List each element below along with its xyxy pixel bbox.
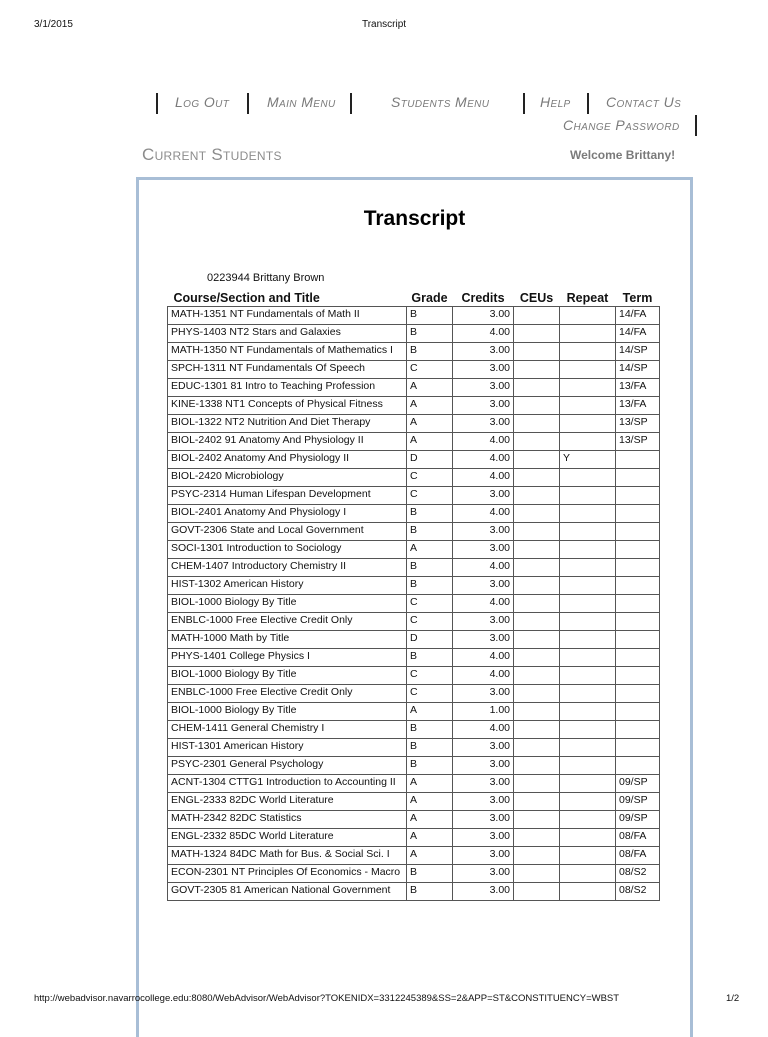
column-header-term: Term: [622, 291, 653, 305]
ceus-cell: [514, 739, 560, 757]
repeat-cell: [560, 559, 616, 577]
term-cell: 08/FA: [616, 847, 660, 865]
course-cell: MATH-1324 84DC Math for Bus. & Social Sci. I: [168, 847, 407, 865]
table-row: [168, 541, 660, 559]
ceus-cell: [514, 757, 560, 775]
course-cell: PSYC-2314 Human Lifespan Development: [168, 487, 407, 505]
term-cell: [616, 487, 660, 505]
table-row: [168, 397, 660, 415]
grade-cell: A: [407, 703, 453, 721]
repeat-cell: [560, 379, 616, 397]
term-cell: [616, 451, 660, 469]
course-cell: HIST-1301 American History: [168, 739, 407, 757]
grade-cell: B: [407, 577, 453, 595]
credits-cell: 4.00: [453, 595, 514, 613]
grade-cell: C: [407, 361, 453, 379]
table-row: [168, 487, 660, 505]
course-cell: BIOL-2402 Anatomy And Physiology II: [168, 451, 407, 469]
term-cell: 09/SP: [616, 811, 660, 829]
term-cell: [616, 739, 660, 757]
ceus-cell: [514, 685, 560, 703]
grade-cell: B: [407, 739, 453, 757]
credits-cell: 3.00: [453, 865, 514, 883]
ceus-cell: [514, 865, 560, 883]
course-cell: KINE-1338 NT1 Concepts of Physical Fitness: [168, 397, 407, 415]
credits-cell: 4.00: [453, 559, 514, 577]
grade-cell: A: [407, 433, 453, 451]
ceus-cell: [514, 433, 560, 451]
grade-cell: A: [407, 793, 453, 811]
print-footer-url: http://webadvisor.navarrocollege.edu:8080/WebAdvisor/WebAdvisor?TOKENIDX=3312245389&SS=2&APP=ST&CONSTITUENCY=WBST: [34, 993, 620, 1004]
repeat-cell: [560, 343, 616, 361]
repeat-cell: [560, 361, 616, 379]
table-row: [168, 685, 660, 703]
grade-cell: B: [407, 343, 453, 361]
log-out-link[interactable]: Log Out: [175, 94, 230, 110]
course-cell: ENGL-2332 85DC World Literature: [168, 829, 407, 847]
students-menu-link[interactable]: Students Menu: [391, 94, 490, 110]
term-cell: 14/FA: [616, 307, 660, 325]
repeat-cell: [560, 829, 616, 847]
repeat-cell: [560, 307, 616, 325]
transcript-panel: [136, 177, 693, 1037]
transcript-table: [167, 288, 660, 901]
course-cell: GOVT-2306 State and Local Government: [168, 523, 407, 541]
credits-cell: 3.00: [453, 775, 514, 793]
repeat-cell: [560, 469, 616, 487]
ceus-cell: [514, 775, 560, 793]
grade-cell: D: [407, 631, 453, 649]
table-row: [168, 865, 660, 883]
credits-cell: 3.00: [453, 847, 514, 865]
repeat-cell: [560, 577, 616, 595]
repeat-cell: [560, 721, 616, 739]
credits-cell: 3.00: [453, 541, 514, 559]
nav-divider: [156, 93, 158, 114]
grade-cell: C: [407, 595, 453, 613]
ceus-cell: [514, 667, 560, 685]
table-header-row: [168, 288, 660, 307]
credits-cell: 3.00: [453, 361, 514, 379]
ceus-cell: [514, 487, 560, 505]
column-header-course: Course/Section and Title: [173, 291, 320, 305]
transcript-heading: Transcript: [363, 207, 466, 230]
credits-cell: 3.00: [453, 829, 514, 847]
credits-cell: 3.00: [453, 613, 514, 631]
repeat-cell: [560, 541, 616, 559]
course-cell: BIOL-2401 Anatomy And Physiology I: [168, 505, 407, 523]
ceus-cell: [514, 523, 560, 541]
term-cell: 09/SP: [616, 775, 660, 793]
course-cell: BIOL-1000 Biology By Title: [168, 703, 407, 721]
table-row: [168, 325, 660, 343]
repeat-cell: [560, 397, 616, 415]
ceus-cell: [514, 721, 560, 739]
nav-divider: [587, 93, 589, 114]
ceus-cell: [514, 703, 560, 721]
grade-cell: D: [407, 451, 453, 469]
term-cell: 13/FA: [616, 379, 660, 397]
ceus-cell: [514, 577, 560, 595]
course-cell: PSYC-2301 General Psychology: [168, 757, 407, 775]
credits-cell: 3.00: [453, 739, 514, 757]
repeat-cell: [560, 433, 616, 451]
table-row: [168, 469, 660, 487]
table-row: [168, 649, 660, 667]
term-cell: [616, 703, 660, 721]
course-cell: MATH-1351 NT Fundamentals of Math II: [168, 307, 407, 325]
table-row: [168, 577, 660, 595]
table-row: [168, 703, 660, 721]
grade-cell: A: [407, 379, 453, 397]
credits-cell: 3.00: [453, 685, 514, 703]
welcome-message: Welcome Brittany!: [570, 148, 676, 162]
grade-cell: B: [407, 559, 453, 577]
grade-cell: A: [407, 811, 453, 829]
credits-cell: 4.00: [453, 433, 514, 451]
column-header-ceus: CEUs: [519, 291, 554, 305]
repeat-cell: [560, 649, 616, 667]
ceus-cell: [514, 325, 560, 343]
table-row: [168, 667, 660, 685]
repeat-cell: [560, 415, 616, 433]
term-cell: [616, 649, 660, 667]
nav-divider: [247, 93, 249, 114]
repeat-cell: [560, 613, 616, 631]
repeat-cell: [560, 667, 616, 685]
term-cell: [616, 631, 660, 649]
table-row: [168, 739, 660, 757]
table-row: [168, 559, 660, 577]
grade-cell: C: [407, 487, 453, 505]
course-cell: MATH-2342 82DC Statistics: [168, 811, 407, 829]
grade-cell: B: [407, 757, 453, 775]
ceus-cell: [514, 397, 560, 415]
credits-cell: 4.00: [453, 721, 514, 739]
print-date: 3/1/2015: [34, 19, 73, 30]
print-page-number: 1/2: [726, 993, 740, 1004]
repeat-cell: [560, 703, 616, 721]
table-row: [168, 307, 660, 325]
credits-cell: 3.00: [453, 307, 514, 325]
ceus-cell: [514, 847, 560, 865]
credits-cell: 3.00: [453, 577, 514, 595]
course-cell: ENBLC-1000 Free Elective Credit Only: [168, 613, 407, 631]
term-cell: 14/SP: [616, 361, 660, 379]
ceus-cell: [514, 469, 560, 487]
grade-cell: B: [407, 649, 453, 667]
grade-cell: C: [407, 685, 453, 703]
course-cell: SPCH-1311 NT Fundamentals Of Speech: [168, 361, 407, 379]
ceus-cell: [514, 379, 560, 397]
table-row: [168, 631, 660, 649]
term-cell: [616, 523, 660, 541]
term-cell: 08/S2: [616, 865, 660, 883]
credits-cell: 4.00: [453, 667, 514, 685]
repeat-cell: [560, 865, 616, 883]
term-cell: [616, 469, 660, 487]
repeat-cell: [560, 775, 616, 793]
repeat-cell: [560, 595, 616, 613]
ceus-cell: [514, 883, 560, 901]
credits-cell: 1.00: [453, 703, 514, 721]
table-row: [168, 811, 660, 829]
repeat-cell: [560, 847, 616, 865]
term-cell: [616, 757, 660, 775]
course-cell: MATH-1000 Math by Title: [168, 631, 407, 649]
repeat-cell: [560, 739, 616, 757]
section-title: Current Students: [142, 145, 282, 164]
course-cell: PHYS-1403 NT2 Stars and Galaxies: [168, 325, 407, 343]
grade-cell: A: [407, 397, 453, 415]
table-row: [168, 361, 660, 379]
course-cell: MATH-1350 NT Fundamentals of Mathematics I: [168, 343, 407, 361]
ceus-cell: [514, 811, 560, 829]
grade-cell: B: [407, 721, 453, 739]
course-cell: ENGL-2333 82DC World Literature: [168, 793, 407, 811]
grade-cell: B: [407, 307, 453, 325]
ceus-cell: [514, 649, 560, 667]
repeat-cell: [560, 487, 616, 505]
term-cell: 14/SP: [616, 343, 660, 361]
term-cell: 09/SP: [616, 793, 660, 811]
ceus-cell: [514, 631, 560, 649]
repeat-cell: Y: [560, 451, 616, 469]
course-cell: CHEM-1411 General Chemistry I: [168, 721, 407, 739]
ceus-cell: [514, 595, 560, 613]
course-cell: PHYS-1401 College Physics I: [168, 649, 407, 667]
table-row: [168, 523, 660, 541]
term-cell: [616, 559, 660, 577]
course-cell: SOCI-1301 Introduction to Sociology: [168, 541, 407, 559]
credits-cell: 3.00: [453, 415, 514, 433]
credits-cell: 4.00: [453, 469, 514, 487]
grade-cell: A: [407, 775, 453, 793]
column-header-repeat: Repeat: [566, 291, 609, 305]
print-title: Transcript: [361, 19, 407, 30]
ceus-cell: [514, 559, 560, 577]
grade-cell: C: [407, 613, 453, 631]
course-cell: GOVT-2305 81 American National Government: [168, 883, 407, 901]
nav-divider: [523, 93, 525, 114]
ceus-cell: [514, 451, 560, 469]
table-row: [168, 379, 660, 397]
credits-cell: 3.00: [453, 757, 514, 775]
course-cell: ENBLC-1000 Free Elective Credit Only: [168, 685, 407, 703]
repeat-cell: [560, 793, 616, 811]
ceus-cell: [514, 793, 560, 811]
course-cell: CHEM-1407 Introductory Chemistry II: [168, 559, 407, 577]
grade-cell: B: [407, 505, 453, 523]
ceus-cell: [514, 829, 560, 847]
credits-cell: 4.00: [453, 325, 514, 343]
credits-cell: 3.00: [453, 379, 514, 397]
term-cell: [616, 667, 660, 685]
main-menu-link[interactable]: Main Menu: [267, 94, 336, 110]
nav-divider: [695, 115, 697, 136]
grade-cell: B: [407, 325, 453, 343]
course-cell: ACNT-1304 CTTG1 Introduction to Accounting II: [168, 775, 407, 793]
repeat-cell: [560, 325, 616, 343]
table-row: [168, 775, 660, 793]
credits-cell: 3.00: [453, 487, 514, 505]
repeat-cell: [560, 523, 616, 541]
table-row: [168, 343, 660, 361]
credits-cell: 3.00: [453, 343, 514, 361]
credits-cell: 4.00: [453, 649, 514, 667]
grade-cell: C: [407, 667, 453, 685]
credits-cell: 3.00: [453, 631, 514, 649]
course-cell: ECON-2301 NT Principles Of Economics - Macro: [168, 865, 407, 883]
table-row: [168, 829, 660, 847]
table-row: [168, 793, 660, 811]
table-row: [168, 595, 660, 613]
transcript-rows: [168, 307, 660, 901]
credits-cell: 3.00: [453, 883, 514, 901]
course-cell: HIST-1302 American History: [168, 577, 407, 595]
table-row: [168, 721, 660, 739]
term-cell: [616, 505, 660, 523]
ceus-cell: [514, 307, 560, 325]
ceus-cell: [514, 613, 560, 631]
term-cell: [616, 577, 660, 595]
term-cell: 13/FA: [616, 397, 660, 415]
credits-cell: 4.00: [453, 505, 514, 523]
course-cell: BIOL-1000 Biology By Title: [168, 667, 407, 685]
credits-cell: 3.00: [453, 397, 514, 415]
credits-cell: 4.00: [453, 451, 514, 469]
term-cell: 13/SP: [616, 415, 660, 433]
repeat-cell: [560, 631, 616, 649]
credits-cell: 3.00: [453, 523, 514, 541]
ceus-cell: [514, 505, 560, 523]
repeat-cell: [560, 811, 616, 829]
course-cell: BIOL-2420 Microbiology: [168, 469, 407, 487]
ceus-cell: [514, 343, 560, 361]
term-cell: [616, 613, 660, 631]
term-cell: [616, 721, 660, 739]
table-row: [168, 433, 660, 451]
credits-cell: 3.00: [453, 793, 514, 811]
grade-cell: A: [407, 415, 453, 433]
nav-divider: [350, 93, 352, 114]
repeat-cell: [560, 505, 616, 523]
student-id-name: 0223944 Brittany Brown: [207, 272, 325, 284]
course-cell: EDUC-1301 81 Intro to Teaching Profession: [168, 379, 407, 397]
table-row: [168, 883, 660, 901]
term-cell: 08/S2: [616, 883, 660, 901]
table-row: [168, 613, 660, 631]
table-row: [168, 415, 660, 433]
contact-us-link[interactable]: Contact Us: [606, 94, 682, 110]
help-link[interactable]: Help: [540, 94, 571, 110]
course-cell: BIOL-1322 NT2 Nutrition And Diet Therapy: [168, 415, 407, 433]
grade-cell: B: [407, 883, 453, 901]
term-cell: 14/FA: [616, 325, 660, 343]
course-cell: BIOL-2402 91 Anatomy And Physiology II: [168, 433, 407, 451]
term-cell: [616, 541, 660, 559]
table-row: [168, 847, 660, 865]
grade-cell: A: [407, 847, 453, 865]
credits-cell: 3.00: [453, 811, 514, 829]
grade-cell: C: [407, 469, 453, 487]
term-cell: 13/SP: [616, 433, 660, 451]
column-header-grade: Grade: [411, 291, 448, 305]
change-password-link[interactable]: Change Password: [563, 117, 680, 133]
repeat-cell: [560, 685, 616, 703]
ceus-cell: [514, 541, 560, 559]
ceus-cell: [514, 361, 560, 379]
column-header-credits: Credits: [461, 291, 505, 305]
grade-cell: B: [407, 523, 453, 541]
table-row: [168, 451, 660, 469]
course-cell: BIOL-1000 Biology By Title: [168, 595, 407, 613]
grade-cell: B: [407, 865, 453, 883]
term-cell: [616, 595, 660, 613]
ceus-cell: [514, 415, 560, 433]
grade-cell: A: [407, 541, 453, 559]
term-cell: 08/FA: [616, 829, 660, 847]
grade-cell: A: [407, 829, 453, 847]
term-cell: [616, 685, 660, 703]
repeat-cell: [560, 757, 616, 775]
repeat-cell: [560, 883, 616, 901]
table-row: [168, 505, 660, 523]
table-row: [168, 757, 660, 775]
